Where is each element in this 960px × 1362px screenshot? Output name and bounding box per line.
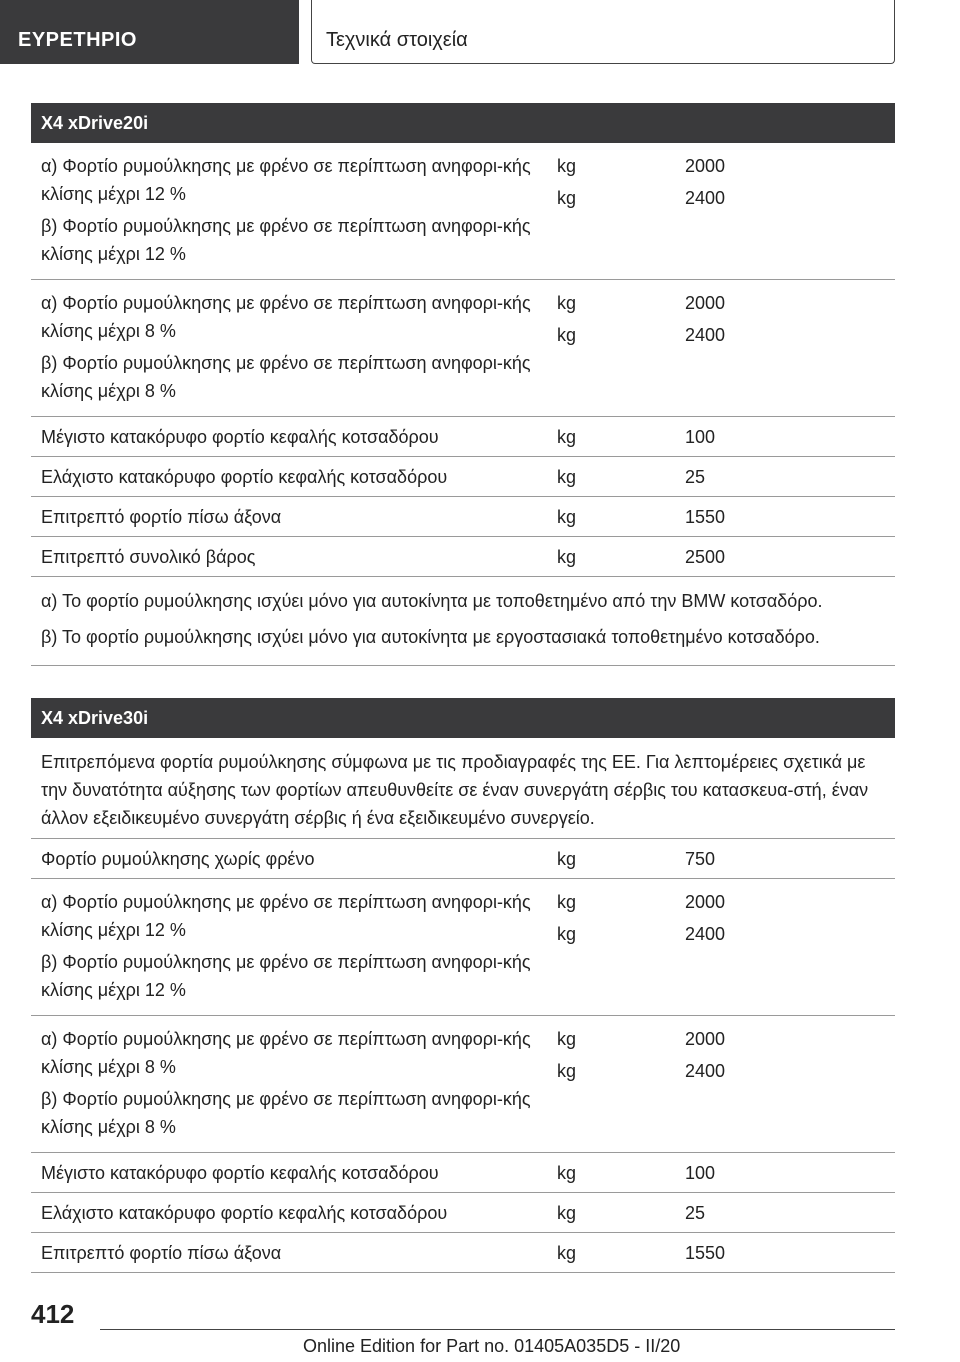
row-description — [31, 1159, 555, 1187]
row-unit — [555, 1199, 685, 1227]
value-label: 2400 — [685, 325, 726, 345]
unit-label: kg — [557, 848, 577, 869]
description-line: β) Φορτίο ρυμούλκησης με φρένο σε περίπτωση ανηφορι-κής κλίσης μέχρι 12 % — [41, 216, 531, 264]
row-unit — [555, 463, 685, 491]
value-label: 100 — [685, 426, 716, 447]
row-description — [31, 1239, 555, 1267]
unit-label: kg — [557, 1061, 577, 1081]
row-unit — [555, 1025, 685, 1145]
spec-content — [31, 103, 895, 1305]
unit-label: kg — [557, 1029, 577, 1049]
notes-text — [31, 587, 895, 659]
row-description — [31, 543, 555, 571]
description-line: α) Φορτίο ρυμούλκησης με φρένο σε περίπτωση ανηφορι-κής κλίσης μέχρι 8 % — [41, 293, 531, 341]
value-label: 2000 — [685, 1029, 726, 1049]
table-row — [31, 839, 895, 879]
row-description — [31, 845, 555, 873]
value-label: 2400 — [685, 188, 726, 208]
table-row — [31, 417, 895, 457]
section-heading: X4 xDrive30i — [31, 698, 895, 738]
footer-divider — [100, 1329, 895, 1330]
unit-label: kg — [557, 426, 577, 447]
description-line: β) Φορτίο ρυμούλκησης με φρένο σε περίπτωση ανηφορι-κής κλίσης μέχρι 8 % — [41, 353, 531, 401]
row-value — [685, 503, 895, 531]
row-description — [31, 152, 555, 272]
spec-section — [31, 103, 895, 666]
row-unit — [555, 1159, 685, 1187]
row-value — [685, 543, 895, 571]
unit-label: kg — [557, 546, 577, 567]
intro-text: Επιτρεπόμενα φορτία ρυμούλκησης σύμφωνα με τις προδιαγραφές της ΕΕ. Για λεπτομέρειες σχετικά με την δυνατότητα αύξησης των φορτίων απευθυνθείτε σε έναν συνεργάτη σέρβις του κατασκευα-στή, έναν άλλον εξειδικευμένο συνεργάτη σέρβις ή ένα εξειδικευμένο συνεργείο. — [41, 752, 869, 828]
description-line: Επιτρεπτό συνολικό βάρος — [41, 546, 256, 567]
description-line: Ελάχιστο κατακόρυφο φορτίο κεφαλής κοτσαδόρου — [41, 466, 448, 487]
table-row — [31, 879, 895, 1016]
row-description — [31, 1199, 555, 1227]
footnote: α) Το φορτίο ρυμούλκησης ισχύει μόνο για αυτοκίνητα με τοποθετημένο από την BMW κοτσαδόρο. — [41, 591, 823, 611]
row-description — [31, 1025, 555, 1145]
index-tab[interactable]: ΕΥΡΕΤΗΡΙΟ — [0, 0, 299, 64]
row-unit — [555, 543, 685, 571]
row-value — [685, 888, 895, 1008]
unit-label: kg — [557, 293, 577, 313]
page-number: 412 — [31, 1299, 75, 1329]
row-unit — [555, 423, 685, 451]
row-description — [31, 463, 555, 491]
table-row — [31, 280, 895, 417]
table-row — [31, 1193, 895, 1233]
row-description — [31, 888, 555, 1008]
description-line: α) Φορτίο ρυμούλκησης με φρένο σε περίπτωση ανηφορι-κής κλίσης μέχρι 8 % — [41, 1029, 531, 1077]
row-value — [685, 152, 895, 272]
table-row — [31, 1153, 895, 1193]
table-row — [31, 457, 895, 497]
row-description — [31, 503, 555, 531]
value-label: 2000 — [685, 892, 726, 912]
notes-row — [31, 577, 895, 666]
intro-row — [31, 738, 895, 839]
description-line: β) Φορτίο ρυμούλκησης με φρένο σε περίπτωση ανηφορι-κής κλίσης μέχρι 8 % — [41, 1089, 531, 1137]
unit-label: kg — [557, 924, 577, 944]
row-description — [31, 423, 555, 451]
value-label: 2000 — [685, 293, 726, 313]
description-line: Μέγιστο κατακόρυφο φορτίο κεφαλής κοτσαδόρου — [41, 426, 439, 447]
value-label: 750 — [685, 848, 716, 869]
table-row — [31, 143, 895, 280]
description-line: β) Φορτίο ρυμούλκησης με φρένο σε περίπτωση ανηφορι-κής κλίσης μέχρι 12 % — [41, 952, 531, 1000]
description-line: α) Φορτίο ρυμούλκησης με φρένο σε περίπτωση ανηφορι-κής κλίσης μέχρι 12 % — [41, 156, 531, 204]
row-description — [31, 289, 555, 409]
row-unit — [555, 1239, 685, 1267]
table-row — [31, 1233, 895, 1273]
unit-label: kg — [557, 325, 577, 345]
unit-label: kg — [557, 892, 577, 912]
row-unit — [555, 152, 685, 272]
row-unit — [555, 289, 685, 409]
row-value — [685, 423, 895, 451]
table-row — [31, 537, 895, 577]
description-line: Επιτρεπτό φορτίο πίσω άξονα — [41, 1242, 282, 1263]
row-value — [685, 1199, 895, 1227]
description-line: Μέγιστο κατακόρυφο φορτίο κεφαλής κοτσαδόρου — [41, 1162, 439, 1183]
description-line: Ελάχιστο κατακόρυφο φορτίο κεφαλής κοτσαδόρου — [41, 1202, 448, 1223]
unit-label: kg — [557, 156, 577, 176]
value-label: 2500 — [685, 546, 726, 567]
row-unit — [555, 888, 685, 1008]
unit-label: kg — [557, 188, 577, 208]
section-heading: X4 xDrive20i — [31, 103, 895, 143]
unit-label: kg — [557, 1202, 577, 1223]
value-label: 1550 — [685, 506, 726, 527]
value-label: 2400 — [685, 924, 726, 944]
row-value — [685, 289, 895, 409]
description-line: Επιτρεπτό φορτίο πίσω άξονα — [41, 506, 282, 527]
table-row — [31, 1016, 895, 1153]
row-value — [685, 463, 895, 491]
row-unit — [555, 503, 685, 531]
value-label: 100 — [685, 1162, 716, 1183]
table-row — [31, 497, 895, 537]
spec-section — [31, 698, 895, 1273]
footer-edition-text: Online Edition for Part no. 01405A035D5 - II/20 — [303, 1336, 681, 1356]
value-label: 2000 — [685, 156, 726, 176]
footnote: β) Το φορτίο ρυμούλκησης ισχύει μόνο για αυτοκίνητα με εργοστασιακά τοποθετημένο κοτσαδόρο. — [41, 627, 820, 647]
section-title-tab: Τεχνικά στοιχεία — [311, 0, 895, 64]
value-label: 25 — [685, 1202, 706, 1223]
unit-label: kg — [557, 1242, 577, 1263]
unit-label: kg — [557, 506, 577, 527]
description-line: α) Φορτίο ρυμούλκησης με φρένο σε περίπτωση ανηφορι-κής κλίσης μέχρι 12 % — [41, 892, 531, 940]
row-value — [685, 1025, 895, 1145]
value-label: 1550 — [685, 1242, 726, 1263]
row-value — [685, 1239, 895, 1267]
unit-label: kg — [557, 1162, 577, 1183]
unit-label: kg — [557, 466, 577, 487]
row-unit — [555, 845, 685, 873]
row-value — [685, 845, 895, 873]
description-line: Φορτίο ρυμούλκησης χωρίς φρένο — [41, 848, 315, 869]
value-label: 2400 — [685, 1061, 726, 1081]
value-label: 25 — [685, 466, 706, 487]
row-value — [685, 1159, 895, 1187]
